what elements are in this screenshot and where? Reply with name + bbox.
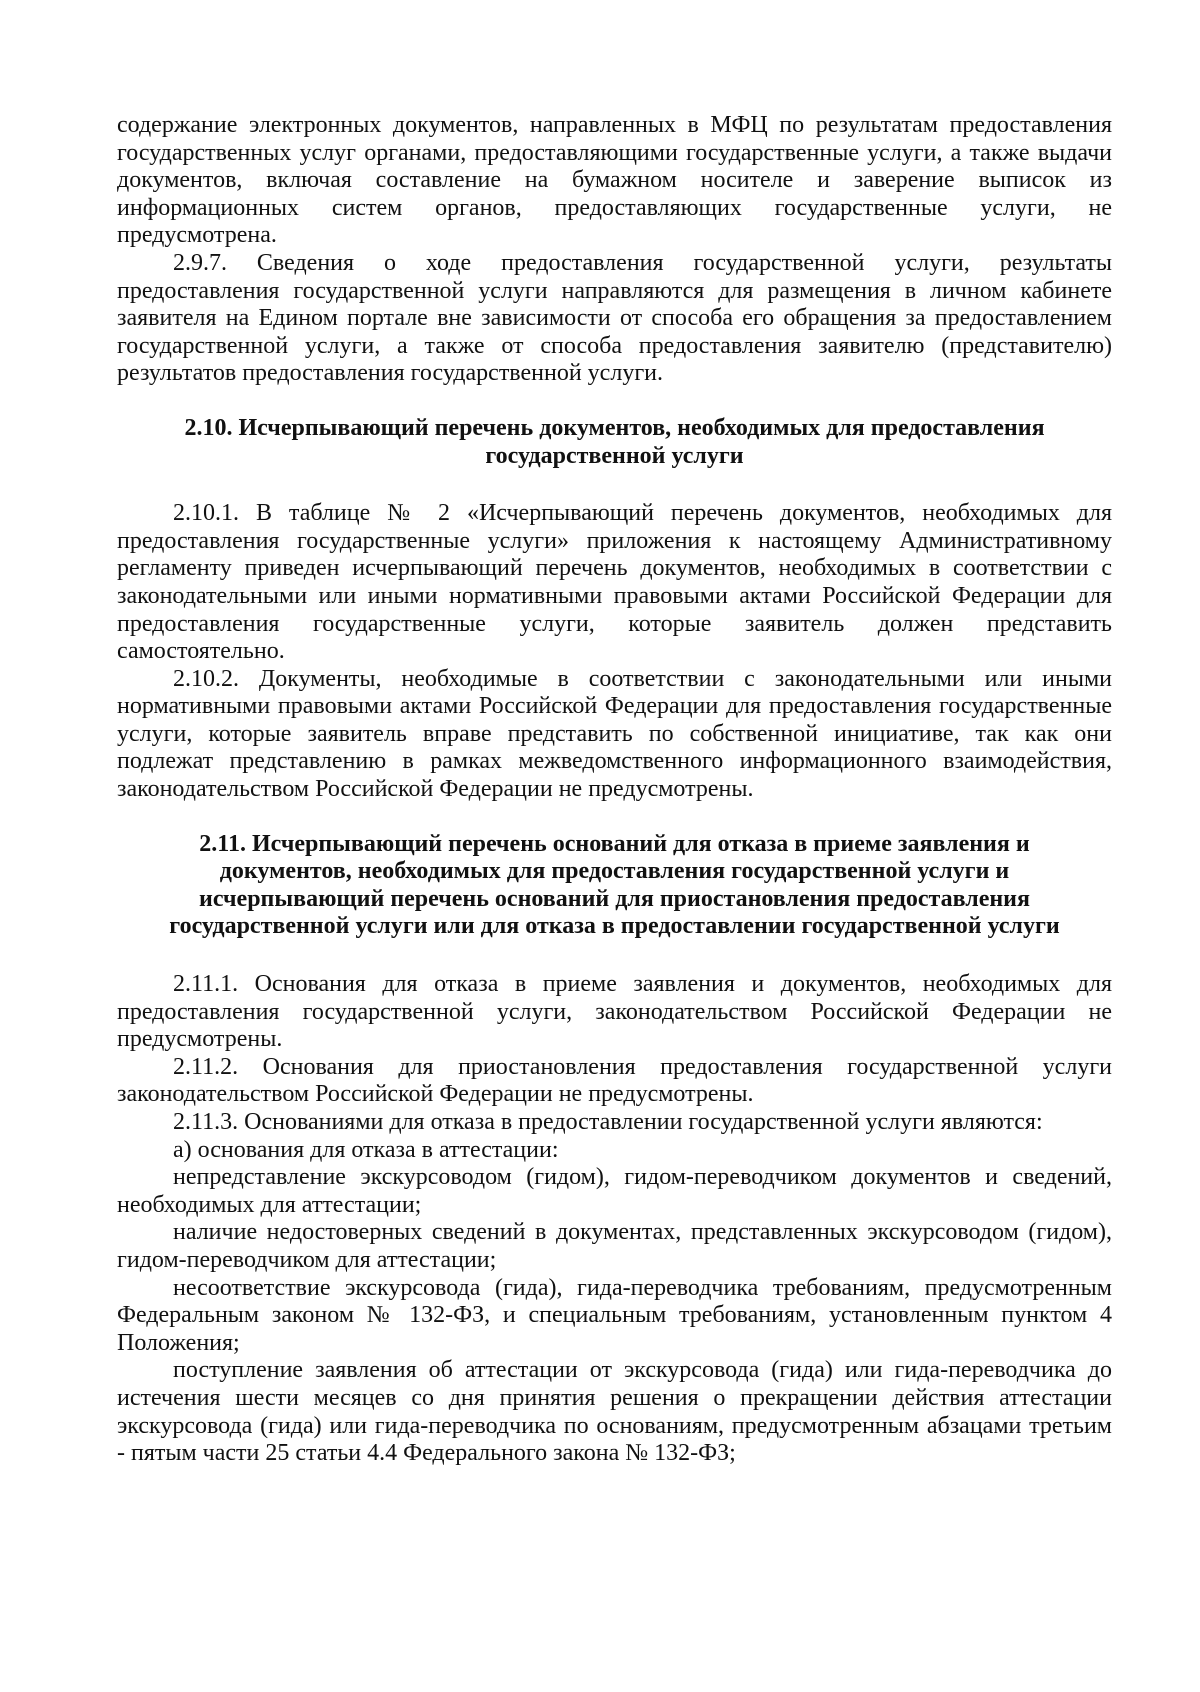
section-2-10-heading [117,415,1112,470]
spacer [117,388,1112,415]
section-2-11-heading-line: государственной услуги или для отказа в предоставлении государственной услуги [169,913,1060,940]
paragraph-2-11-1: 2.11.1. Основания для отказа в приеме заявления и документов, необходимых для предоставления государственной услуги, законодательством Российской Федерации не предусмотрены. [117,971,1112,1053]
section-2-11-heading-line: документов, необходимых для предоставления государственной услуги и [219,858,1010,885]
spacer [117,804,1112,831]
list-item: поступление заявления об аттестации от экскурсовода (гида) или гида-переводчика до истечения шести месяцев со дня принятия решения о прекращении действия аттестации экскурсовода (гида) или гида-переводчика по основаниям, предусмотренным абзацами третьим - пятым части 25 статьи 4.4 Федерального закона № 132-ФЗ; [117,1357,1112,1467]
paragraph-2-11-2: 2.11.2. Основания для приостановления предоставления государственной услуги законодательством Российской Федерации не предусмотрены. [117,1053,1112,1108]
section-2-10-heading-line: 2.10. Исчерпывающий перечень документов, необходимых для предоставления [184,414,1045,441]
paragraph-2-9-7: 2.9.7. Сведения о ходе предоставления государственной услуги, результаты предоставления государственной услуги направляются для размещения в личном кабинете заявителя на Едином портале вне зависимости от способа его обращения за предоставлением государственной услуги, а также от способа предоставления заявителю (представителю) результатов предоставления государственной услуги. [117,249,1112,387]
list-item: наличие недостоверных сведений в документах, представленных экскурсоводом (гидом), гидом-переводчиком для аттестации; [117,1219,1112,1273]
section-2-11-heading-line: 2.11. Исчерпывающий перечень оснований для отказа в приеме заявления и [199,830,1030,857]
section-2-11-heading [117,831,1112,941]
list-item-a: а) основания для отказа в аттестации: [173,1136,559,1163]
list-item: непредставление экскурсоводом (гидом), гидом-переводчиком документов и сведений, необходимых для аттестации; [117,1164,1112,1218]
spacer [117,470,1112,500]
intro-paragraph: содержание электронных документов, направленных в МФЦ по результатам предоставления государственных услуг органами, предоставляющими государственные услуги, а также выдачи документов, включая составление на бумажном носителе и заверение выписок из информационных систем органов, предоставляющих государственные услуги, не предусмотрена. [117,112,1112,249]
spacer [117,941,1112,971]
paragraph-2-10-2: 2.10.2. Документы, необходимые в соответствии с законодательными или иными нормативными правовыми актами Российской Федерации для предоставления государственные услуги, которые заявитель вправе представить по собственной инициативе, так как они подлежат представлению в рамках межведомственного информационного взаимодействия, законодательством Российской Федерации не предусмотрены. [117,665,1112,803]
section-2-10-heading-line: государственной услуги [485,442,744,469]
paragraph-2-11-3: 2.11.3. Основаниями для отказа в предоставлении государственной услуги являются: [173,1109,1043,1135]
document-page [117,112,1112,1468]
paragraph-2-10-1: 2.10.1. В таблице № 2 «Исчерпывающий перечень документов, необходимых для предоставления государственные услуги» приложения к настоящему Административному регламенту приведен исчерпывающий перечень документов, необходимых в соответствии с законодательными или иными нормативными правовыми актами Российской Федерации для предоставления государственные услуги, которые заявитель должен представить самостоятельно. [117,500,1112,665]
list-item: несоответствие экскурсовода (гида), гида-переводчика требованиям, предусмотренным Федеральным законом № 132-ФЗ, и специальным требованиям, установленным пунктом 4 Положения; [117,1274,1112,1356]
section-2-11-heading-line: исчерпывающий перечень оснований для приостановления предоставления [199,885,1030,912]
